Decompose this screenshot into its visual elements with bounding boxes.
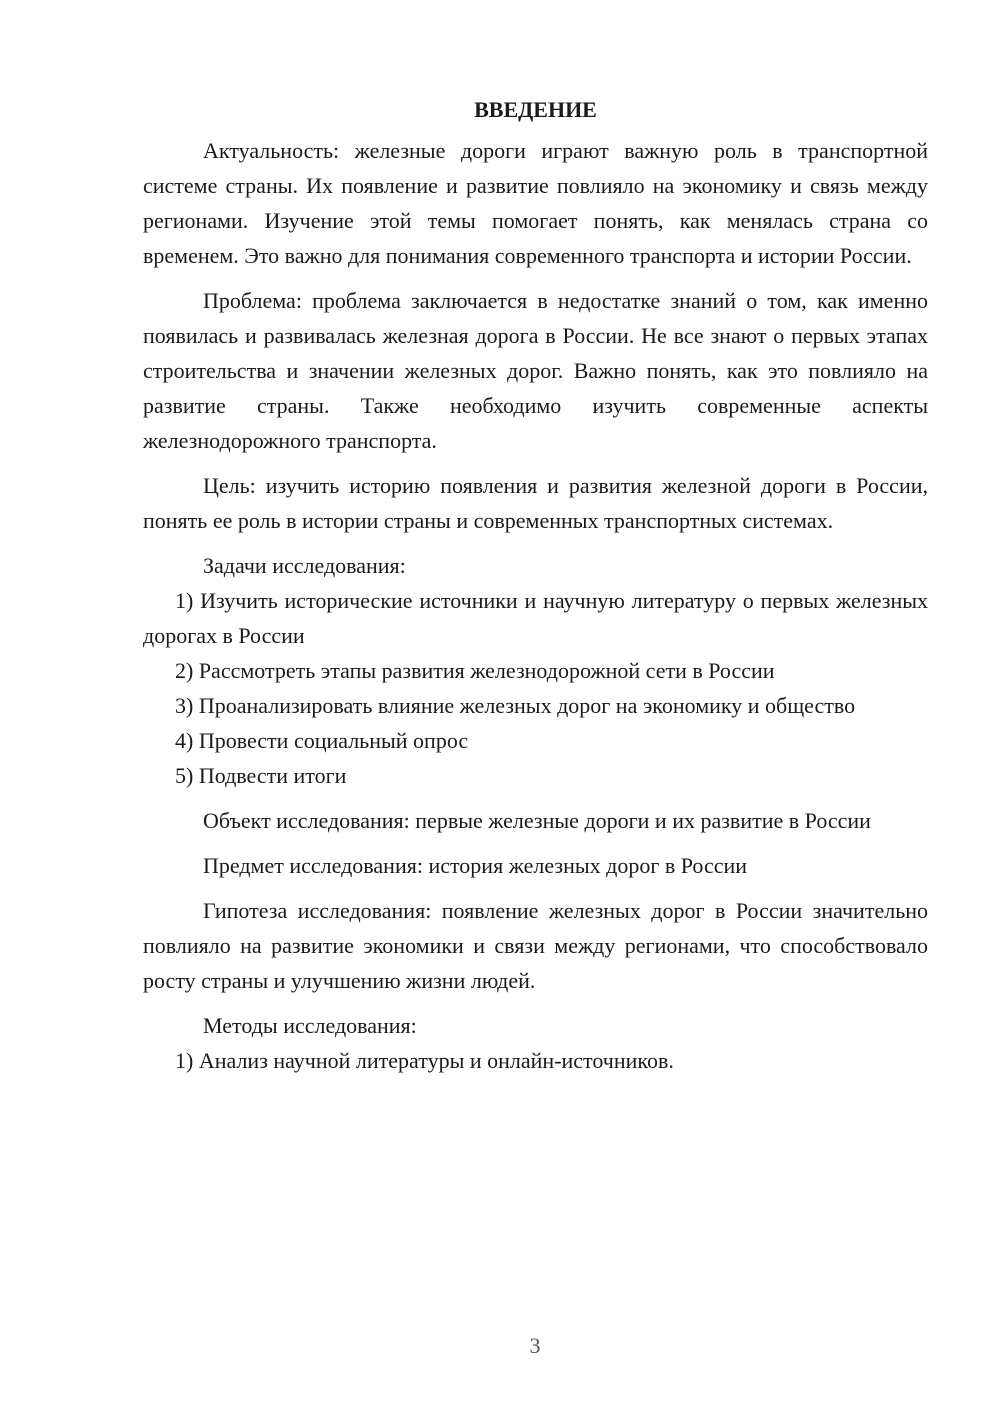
goal-paragraph: Цель: изучить историю появления и развития железной дороги в России, понять ее роль в истории страны и современных транспортных системах. [143, 473, 928, 533]
task-item-5: 5) Подвести итоги [175, 763, 347, 788]
task-item-2: 2) Рассмотреть этапы развития железнодорожной сети в России [175, 658, 775, 683]
document-body [143, 92, 928, 1078]
subject-paragraph: Предмет исследования: история железных дорог в России [203, 853, 748, 878]
task-item-1: 1) Изучить исторические источники и научную литературу о первых железных дорогах в России [143, 588, 928, 648]
hypothesis-paragraph: Гипотеза исследования: появление железных дорог в России значительно повлияло на развитие экономики и связи между регионами, что способствовало росту страны и улучшению жизни людей. [143, 898, 928, 993]
tasks-heading: Задачи исследования: [203, 553, 406, 578]
relevance-paragraph: Актуальность: железные дороги играют важную роль в транспортной системе страны. Их появление и развитие повлияло на экономику и связь между регионами. Изучение этой темы помогает понять, как менялась страна со временем. Это важно для понимания современного транспорта и истории России. [143, 138, 928, 268]
problem-paragraph: Проблема: проблема заключается в недостатке знаний о том, как именно появилась и развивалась железная дорога в России. Не все знают о первых этапах строительства и значении железных дорог. Важно понять, как это повлияло на развитие страны. Также необходимо изучить современные аспекты железнодорожного транспорта. [143, 288, 928, 453]
methods-heading: Методы исследования: [203, 1013, 417, 1038]
task-item-4: 4) Провести социальный опрос [175, 728, 469, 753]
page-title: ВВЕДЕНИЕ [474, 97, 597, 122]
task-item-3: 3) Проанализировать влияние железных дорог на экономику и общество [175, 693, 856, 718]
method-item-1: 1) Анализ научной литературы и онлайн-источников. [175, 1048, 674, 1073]
page-number: 3 [529, 1333, 541, 1358]
object-paragraph: Объект исследования: первые железные дороги и их развитие в России [203, 808, 871, 833]
